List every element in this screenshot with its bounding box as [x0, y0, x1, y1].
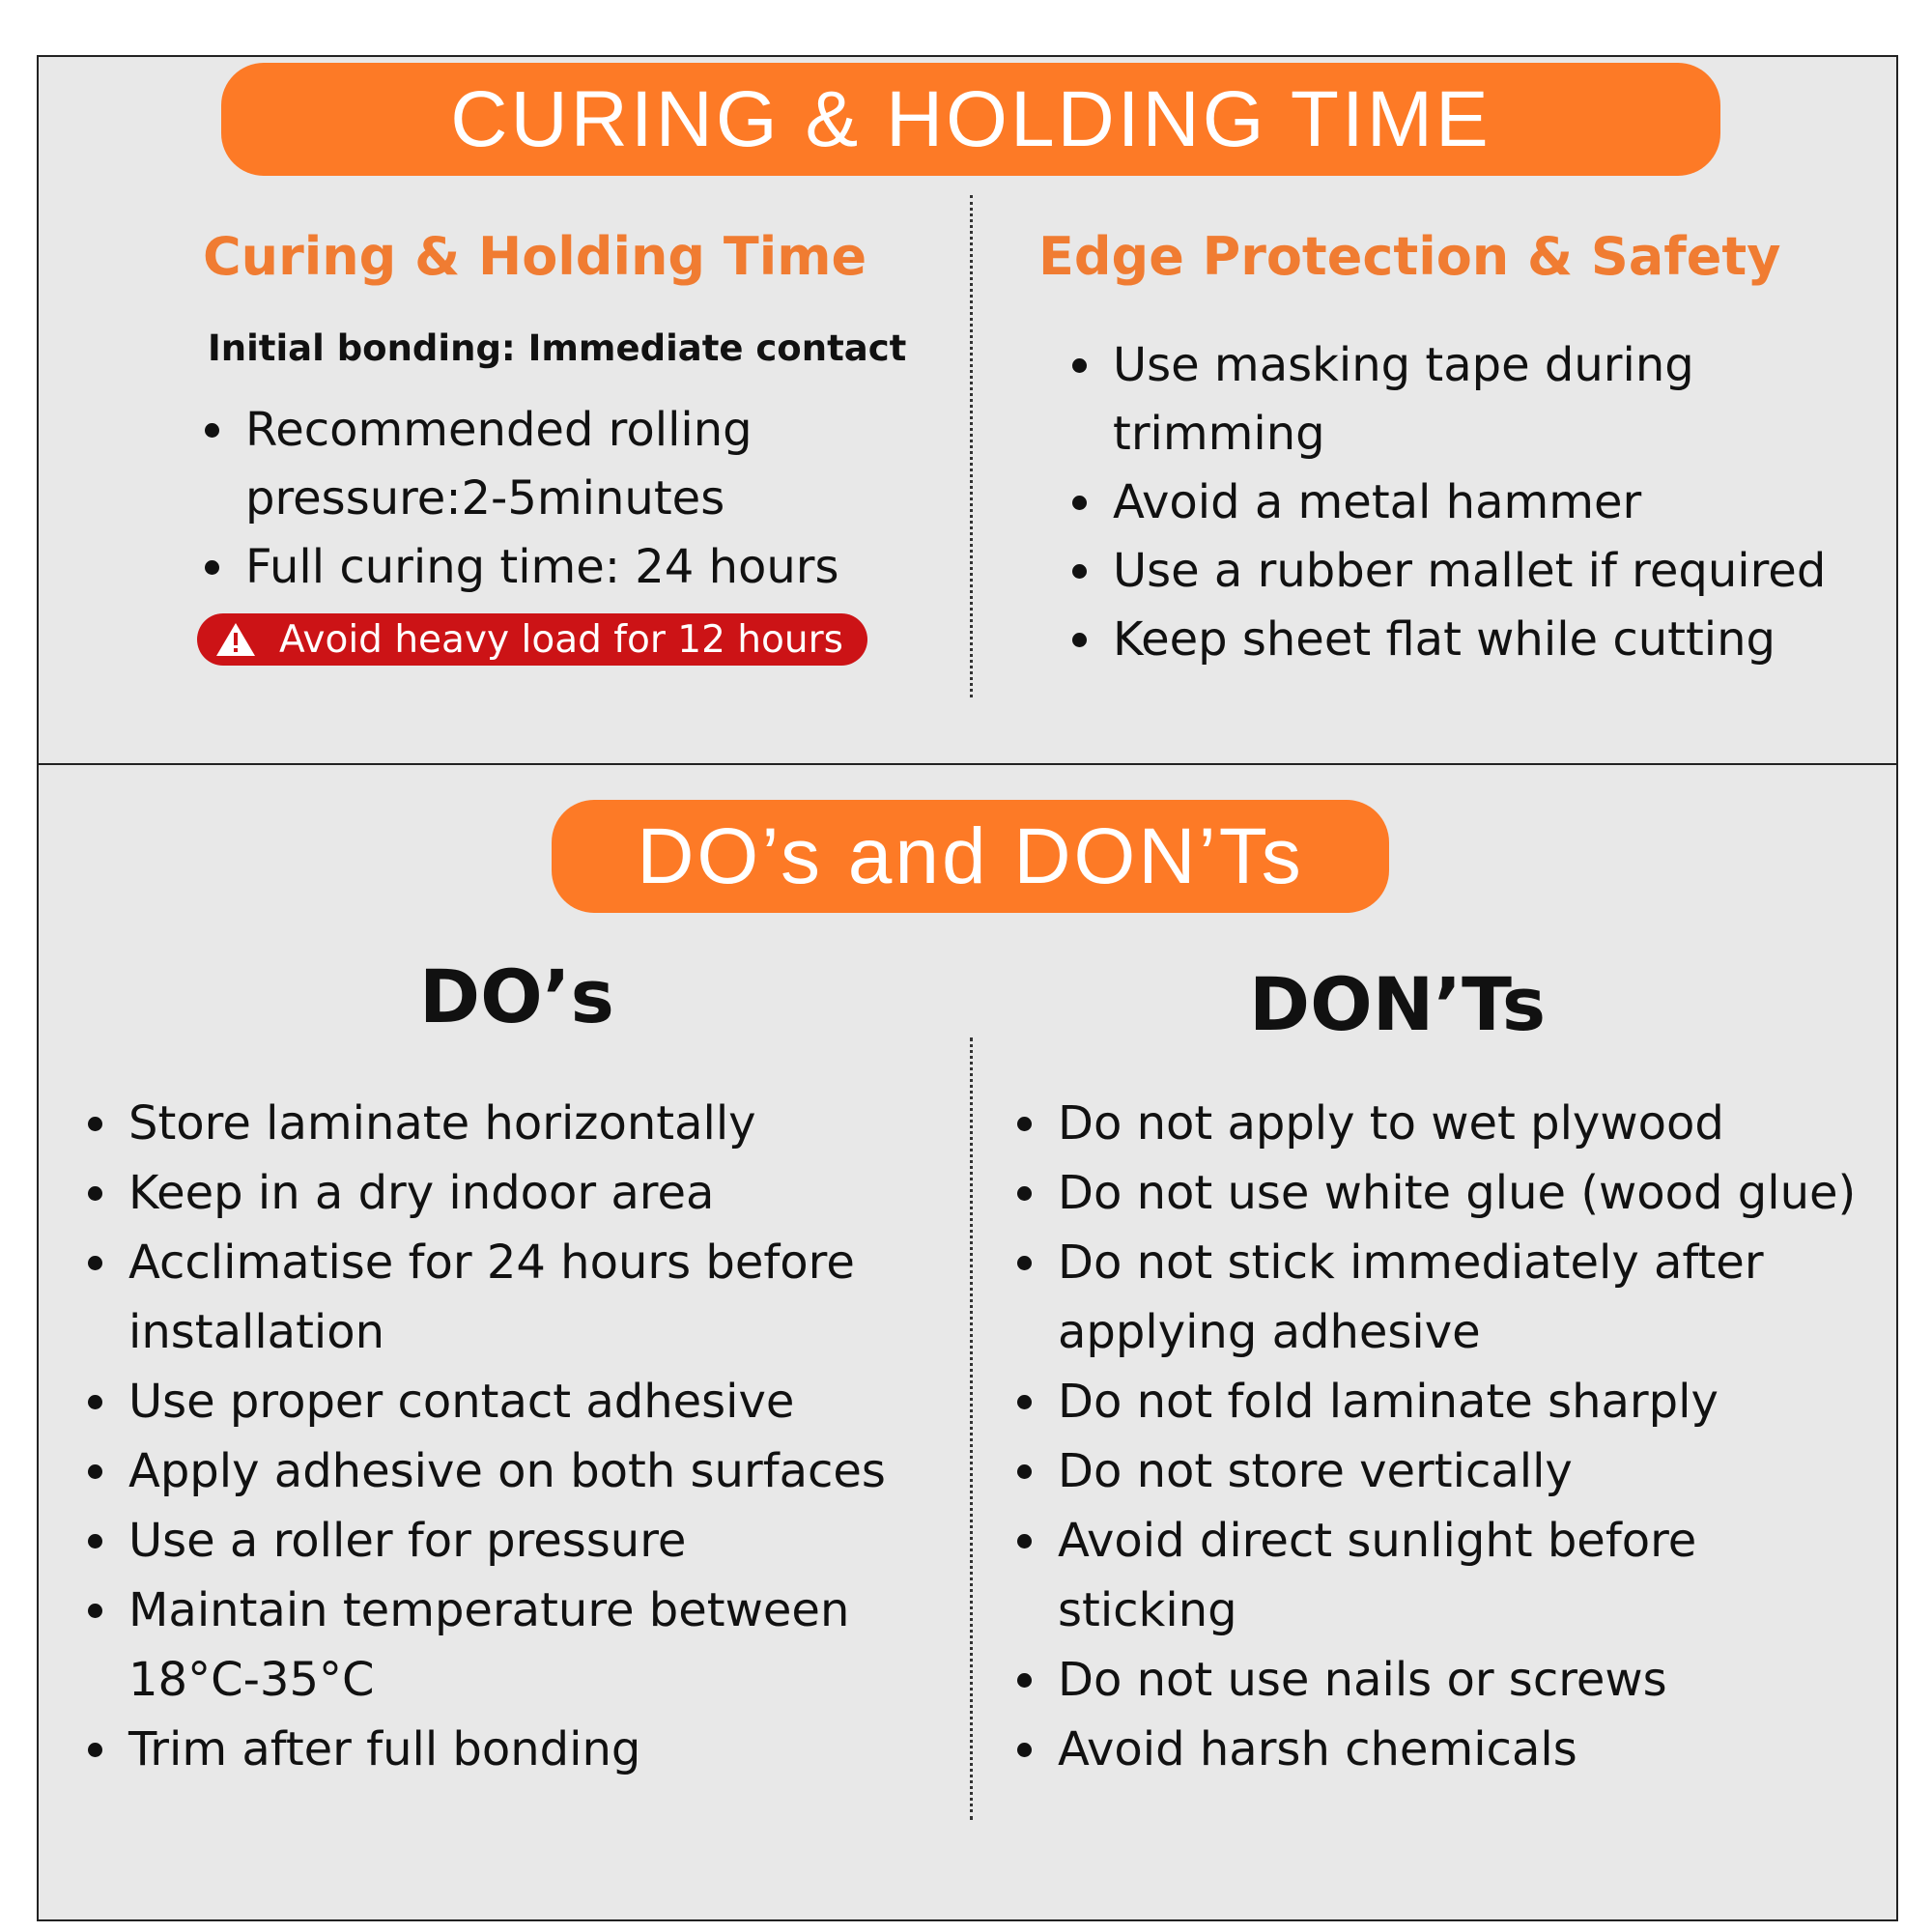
list-item: Use a roller for pressure [85, 1506, 954, 1576]
list-item: Trim after full bonding [85, 1715, 954, 1784]
vertical-divider [970, 195, 973, 697]
edge-section-heading: Edge Protection & Safety [1038, 226, 1781, 287]
donts-list [1014, 1089, 1884, 1784]
list-item: Full curing time: 24 hours [203, 533, 898, 602]
list-item: Avoid direct sunlight before sticking [1014, 1506, 1884, 1645]
dos-heading: DO’s [419, 953, 614, 1039]
dos-donts-panel [37, 763, 1898, 1921]
dos-list [85, 1089, 954, 1784]
list-item: Maintain temperature between 18°C-35°C [85, 1576, 954, 1715]
list-item: Keep sheet flat while cutting [1070, 606, 1901, 674]
list-item: Use masking tape during trimming [1070, 331, 1901, 469]
list-item: Use a rubber mallet if required [1070, 537, 1901, 606]
list-item: Avoid a metal hammer [1070, 469, 1901, 537]
curing-holding-panel [37, 55, 1898, 765]
list-item: Store laminate horizontally [85, 1089, 954, 1158]
curing-section-heading: Curing & Holding Time [203, 226, 867, 287]
vertical-divider [970, 1037, 973, 1820]
list-item: Recommended rolling pressure:2-5minutes [203, 396, 898, 533]
warning-text: Avoid heavy load for 12 hours [279, 617, 843, 662]
initial-bonding-text: Initial bonding: Immediate contact [208, 327, 907, 369]
list-item: Avoid harsh chemicals [1014, 1715, 1884, 1784]
warning-badge [197, 613, 867, 666]
list-item: Do not use nails or screws [1014, 1645, 1884, 1715]
list-item: Apply adhesive on both surfaces [85, 1436, 954, 1506]
list-item: Keep in a dry indoor area [85, 1158, 954, 1228]
list-item: Do not fold laminate sharply [1014, 1367, 1884, 1436]
list-item: Do not store vertically [1014, 1436, 1884, 1506]
curing-list [203, 396, 898, 602]
donts-heading: DON’Ts [1249, 961, 1547, 1047]
list-item: Do not use white glue (wood glue) [1014, 1158, 1884, 1228]
list-item: Acclimatise for 24 hours before installation [85, 1228, 954, 1367]
list-item: Do not stick immediately after applying adhesive [1014, 1228, 1884, 1367]
dos-donts-banner: DO’s and DON’Ts [552, 800, 1389, 913]
edge-list [1070, 331, 1901, 674]
curing-holding-banner: CURING & HOLDING TIME [221, 63, 1720, 176]
warning-triangle-icon [215, 622, 256, 657]
list-item: Do not apply to wet plywood [1014, 1089, 1884, 1158]
list-item: Use proper contact adhesive [85, 1367, 954, 1436]
